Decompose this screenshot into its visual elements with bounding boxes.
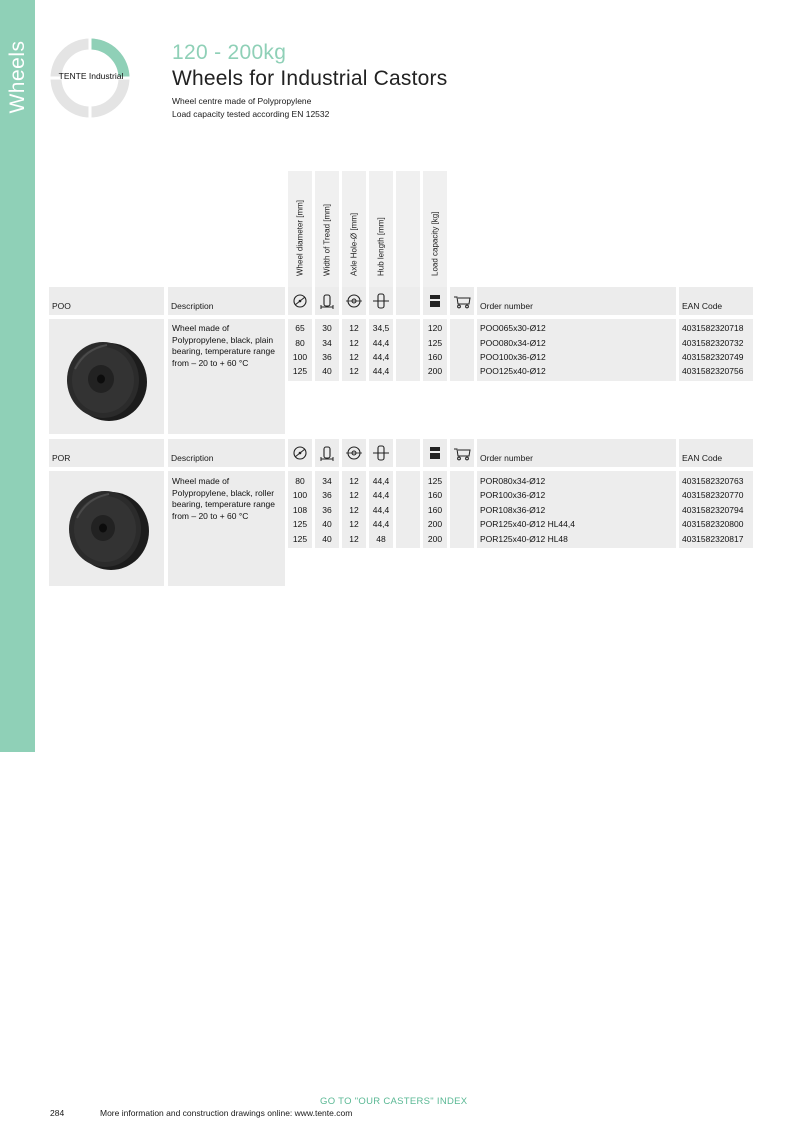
ean-header: EAN Code — [679, 439, 753, 467]
col-header-hub-length: Hub length [mm] — [369, 171, 393, 287]
load-range: 120 - 200kg — [172, 41, 287, 64]
tread-width-icon — [318, 293, 336, 309]
subtitle-material: Wheel centre made of Polypropylene — [172, 96, 312, 106]
axle-hole-icon-cell — [342, 439, 366, 467]
load-weight-icon — [426, 293, 444, 309]
footer-info: More information and construction drawings online: www.tente.com — [100, 1108, 353, 1118]
order-number-header: Order number — [477, 287, 676, 315]
page-number: 284 — [50, 1108, 65, 1118]
wheel-image — [49, 471, 164, 586]
product-image-poo — [49, 319, 164, 434]
hub-length-icon-cell — [369, 287, 393, 315]
blank-icon-cell — [396, 439, 420, 467]
col-header-wheel-diameter: Wheel diameter [mm] — [288, 171, 312, 287]
description-poo: Wheel made of Polypropylene, black, plain bearing, temperature range from – 20 to + 60 °C — [172, 323, 276, 368]
product-image-por — [49, 471, 164, 586]
tread-width-icon — [318, 445, 336, 461]
section-code: POO — [49, 287, 164, 315]
description-por: Wheel made of Polypropylene, black, roller bearing, temperature range from – 20 to + 60 °C — [172, 476, 276, 521]
description-header: Description — [168, 287, 285, 315]
cart-icon — [453, 445, 471, 461]
col-header-load-capacity: Load capacity [kg] — [423, 171, 447, 287]
wheel-image — [49, 319, 164, 434]
wheel-diameter-icon — [291, 293, 309, 309]
page-title: Wheels for Industrial Castors — [172, 67, 448, 90]
side-tab-label-wrap — [0, 32, 35, 122]
col-bg — [450, 319, 474, 381]
tread-width-icon-cell — [315, 287, 339, 315]
ean-header: EAN Code — [679, 287, 753, 315]
col-bg — [396, 319, 420, 381]
subtitle-standard: Load capacity tested according EN 12532 — [172, 109, 330, 119]
axle-hole-icon — [345, 445, 363, 461]
blank-icon-cell — [396, 287, 420, 315]
wheel-diameter-icon — [291, 445, 309, 461]
load-weight-icon-cell — [423, 439, 447, 467]
casters-index-link[interactable]: GO TO "OUR CASTERS" INDEX — [320, 1096, 468, 1107]
order-number-header: Order number — [477, 439, 676, 467]
wheel-diameter-icon-cell — [288, 439, 312, 467]
col-header-blank — [396, 171, 420, 287]
logo-text: TENTE Industrial — [58, 71, 124, 81]
wheel-diameter-icon-cell — [288, 287, 312, 315]
load-weight-icon — [426, 445, 444, 461]
hub-length-icon — [372, 445, 390, 461]
tread-width-icon-cell — [315, 439, 339, 467]
axle-hole-icon — [345, 293, 363, 309]
hub-length-icon — [372, 293, 390, 309]
section-code: POR — [49, 439, 164, 467]
col-header-tread-width: Width of Tread [mm] — [315, 171, 339, 287]
description-header: Description — [168, 439, 285, 467]
cart-icon — [453, 293, 471, 309]
axle-hole-icon-cell — [342, 287, 366, 315]
col-header-axle-hole: Axle Hole-Ø [mm] — [342, 171, 366, 287]
hub-length-icon-cell — [369, 439, 393, 467]
col-bg — [396, 471, 420, 548]
load-weight-icon-cell — [423, 287, 447, 315]
cart-icon-cell — [450, 287, 474, 315]
cart-icon-cell — [450, 439, 474, 467]
side-tab-label: Wheels — [5, 40, 29, 114]
col-bg — [450, 471, 474, 548]
